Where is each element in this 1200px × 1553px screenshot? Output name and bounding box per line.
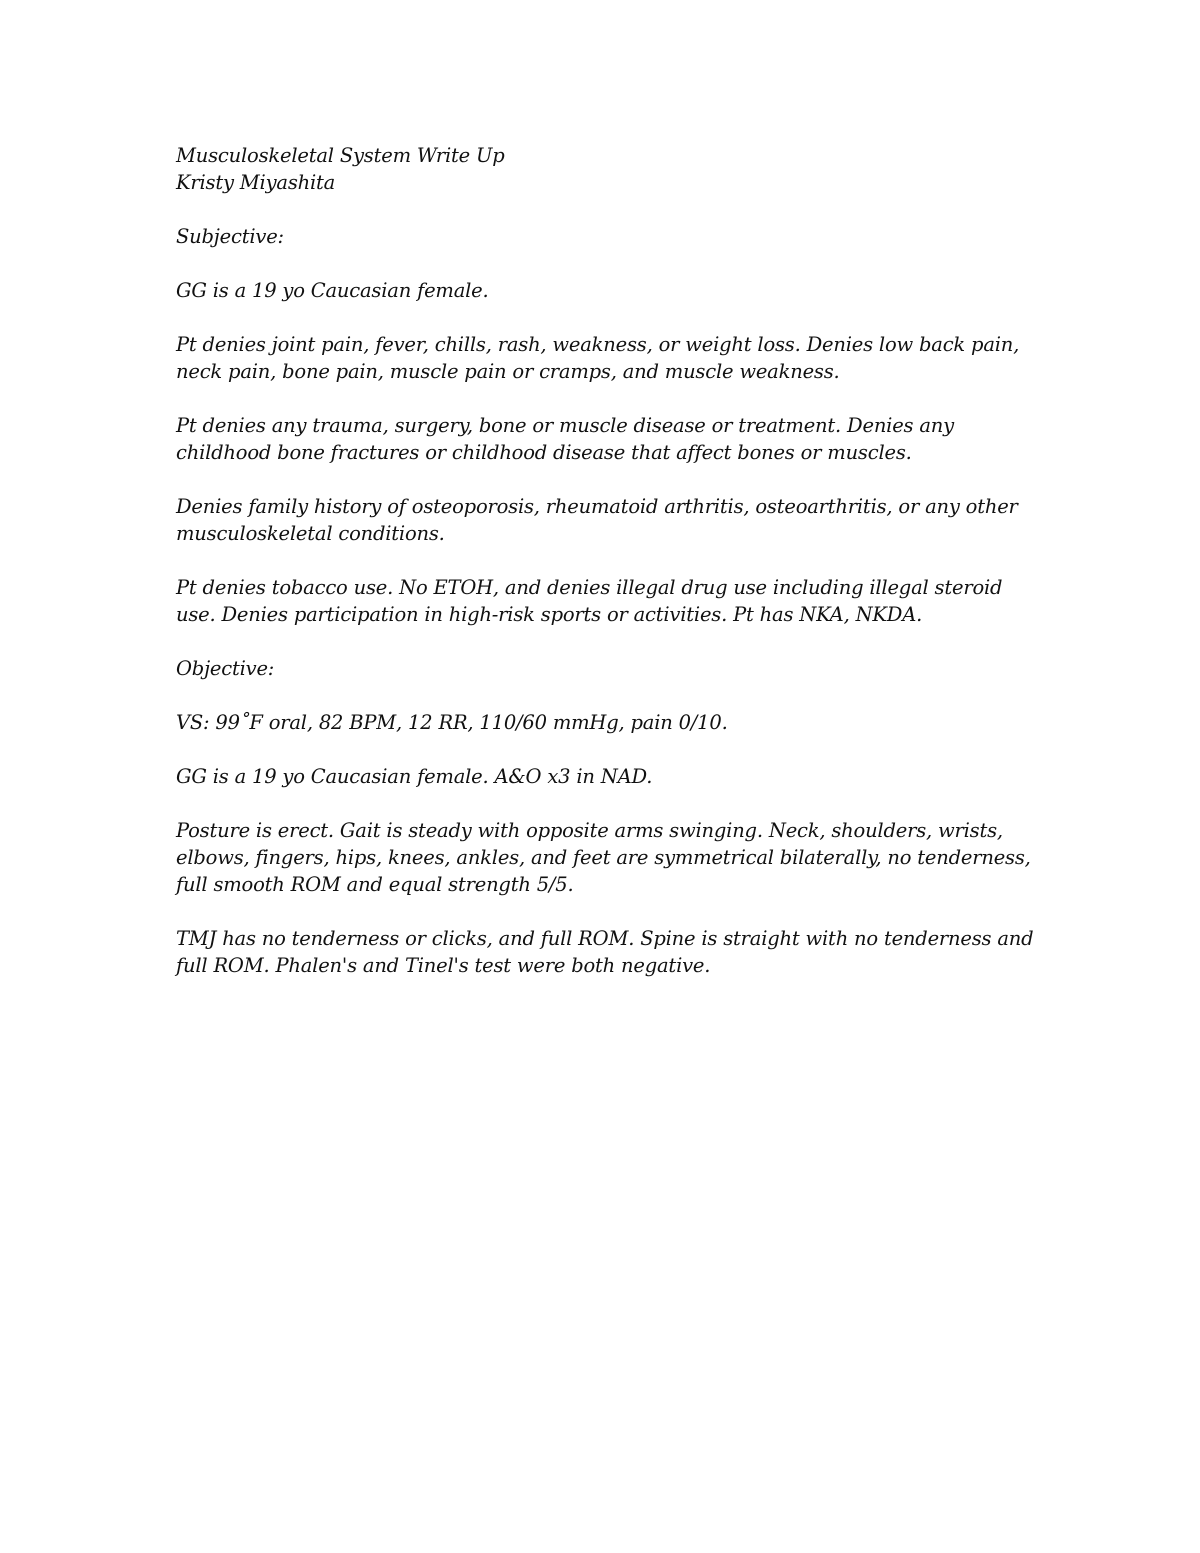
paragraph-line: VS: 99˚F oral, 82 BPM, 12 RR, 110/60 mmHg, pain 0/10.	[176, 711, 728, 734]
document-body	[176, 142, 1036, 979]
author-name: Kristy Miyashita	[176, 171, 336, 194]
paragraph-line: Pt denies tobacco use. No ETOH, and denies illegal drug use including illegal steroid	[176, 576, 1003, 599]
subjective-paragraph	[176, 331, 1036, 385]
objective-paragraph	[176, 817, 1036, 898]
objective-paragraph	[176, 709, 1036, 736]
subjective-paragraph	[176, 277, 1036, 304]
paragraph-line: Posture is erect. Gait is steady with opposite arms swinging. Neck, shoulders, wrists,	[176, 819, 1003, 842]
subjective-heading	[176, 223, 1036, 250]
document-title: Musculoskeletal System Write Up	[176, 144, 505, 167]
objective-heading	[176, 655, 1036, 682]
paragraph-line: full ROM. Phalen's and Tinel's test were both negative.	[176, 954, 711, 977]
paragraph-line: childhood bone fractures or childhood disease that affect bones or muscles.	[176, 441, 912, 464]
paragraph-line: elbows, fingers, hips, knees, ankles, and feet are symmetrical bilaterally, no tenderness,	[176, 846, 1031, 869]
objective-paragraph	[176, 763, 1036, 790]
paragraph-line: musculoskeletal conditions.	[176, 522, 445, 545]
paragraph-line: TMJ has no tenderness or clicks, and full ROM. Spine is straight with no tenderness and	[176, 927, 1034, 950]
subjective-paragraph	[176, 574, 1036, 628]
paragraph-line: Pt denies any trauma, surgery, bone or muscle disease or treatment. Denies any	[176, 414, 954, 437]
subjective-paragraph	[176, 493, 1036, 547]
paragraph-line: GG is a 19 yo Caucasian female.	[176, 279, 489, 302]
paragraph-line: Pt denies joint pain, fever, chills, rash, weakness, or weight loss. Denies low back pain,	[176, 333, 1020, 356]
paragraph-line: full smooth ROM and equal strength 5/5.	[176, 873, 574, 896]
objective-paragraph	[176, 925, 1036, 979]
paragraph-line: GG is a 19 yo Caucasian female. A&O x3 in NAD.	[176, 765, 653, 788]
paragraph-line: neck pain, bone pain, muscle pain or cramps, and muscle weakness.	[176, 360, 840, 383]
header-block	[176, 142, 1036, 196]
paragraph-line: use. Denies participation in high-risk sports or activities. Pt has NKA, NKDA.	[176, 603, 923, 626]
section-heading: Subjective:	[176, 225, 284, 248]
paragraph-line: Denies family history of osteoporosis, rheumatoid arthritis, osteoarthritis, or any other	[176, 495, 1018, 518]
section-heading: Objective:	[176, 657, 275, 680]
subjective-paragraph	[176, 412, 1036, 466]
